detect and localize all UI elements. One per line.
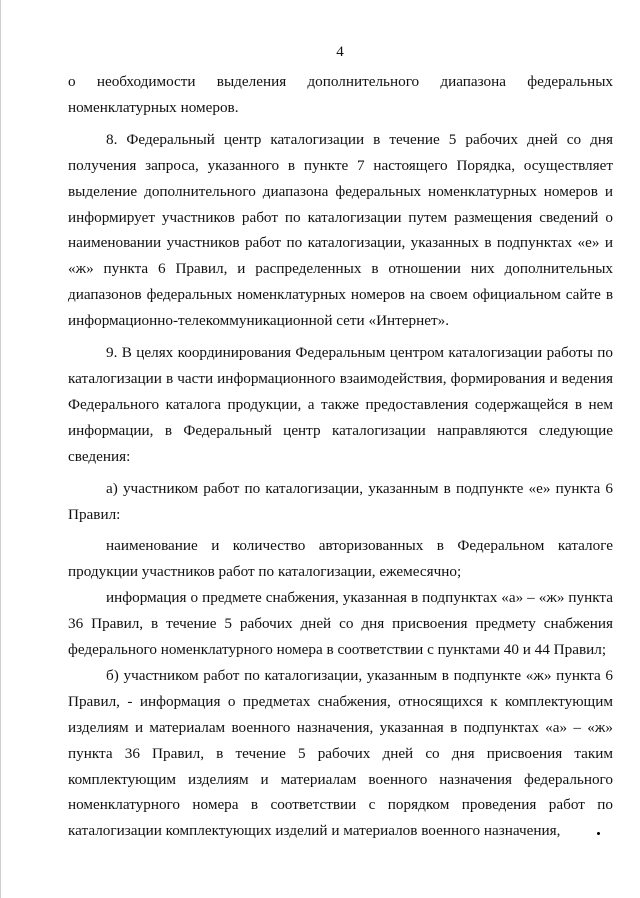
page-number: 4 [336, 44, 344, 60]
paragraph-subitem-a: а) участником работ по каталогизации, указанным в подпункте «е» пункта 6 Правил: [68, 479, 613, 523]
paragraph-item-9: 9. В целях координирования Федеральным центром каталогизации работы по каталогизации в части информационного взаимодействия, формирования и ведения Федерального каталога продукции, а также предоставления содержащейся в нем информации, в Федеральный центр каталогизации направляются следующие сведения: [68, 344, 613, 465]
paragraph-continuation: о необходимости выделения дополнительного диапазона федеральных номенклатурных номеров. [68, 73, 613, 116]
scan-speck [597, 832, 600, 835]
body-text [68, 69, 613, 844]
paragraph-subitem-b: б) участником работ по каталогизации, указанным в подпункте «ж» пункта 6 Правил, - информация о предметах снабжения, относящихся к комплектующим изделиям и материалам военного назначения, указанная в подпунктах «а» – «ж» пункта 36 Правил, в течение 5 рабочих дней со дня присвоения таким комплектующим изделиям и материалам военного назначения федерального номенклатурного номера в соответствии с порядком проведения работ по каталогизации комплектующих изделий и материалов военного назначения, [68, 666, 613, 840]
paragraph-authorized-count: наименование и количество авторизованных в Федеральном каталоге продукции участников работ по каталогизации, ежемесячно; [68, 537, 613, 581]
paragraph-supply-item-info: информация о предмете снабжения, указанная в подпунктах «а» – «ж» пункта 36 Правил, в течение 5 рабочих дней со дня присвоения предмету снабжения федерального номенклатурного номера в соответствии с пунктами 40 и 44 Правил; [68, 589, 613, 659]
paragraph-item-8: 8. Федеральный центр каталогизации в течение 5 рабочих дней со дня получения запроса, указанного в пункте 7 настоящего Порядка, осуществляет выделение дополнительного диапазона федеральных номенклатурных номеров и информирует участников работ по каталогизации путем размещения сведений о наименовании участников работ по каталогизации, указанных в подпунктах «е» и «ж» пункта 6 Правил, и распределенных в отношении них дополнительных диапазонов федеральных номенклатурных номеров на своем официальном сайте в информационно-телекоммуникационной сети «Интернет». [68, 130, 613, 330]
